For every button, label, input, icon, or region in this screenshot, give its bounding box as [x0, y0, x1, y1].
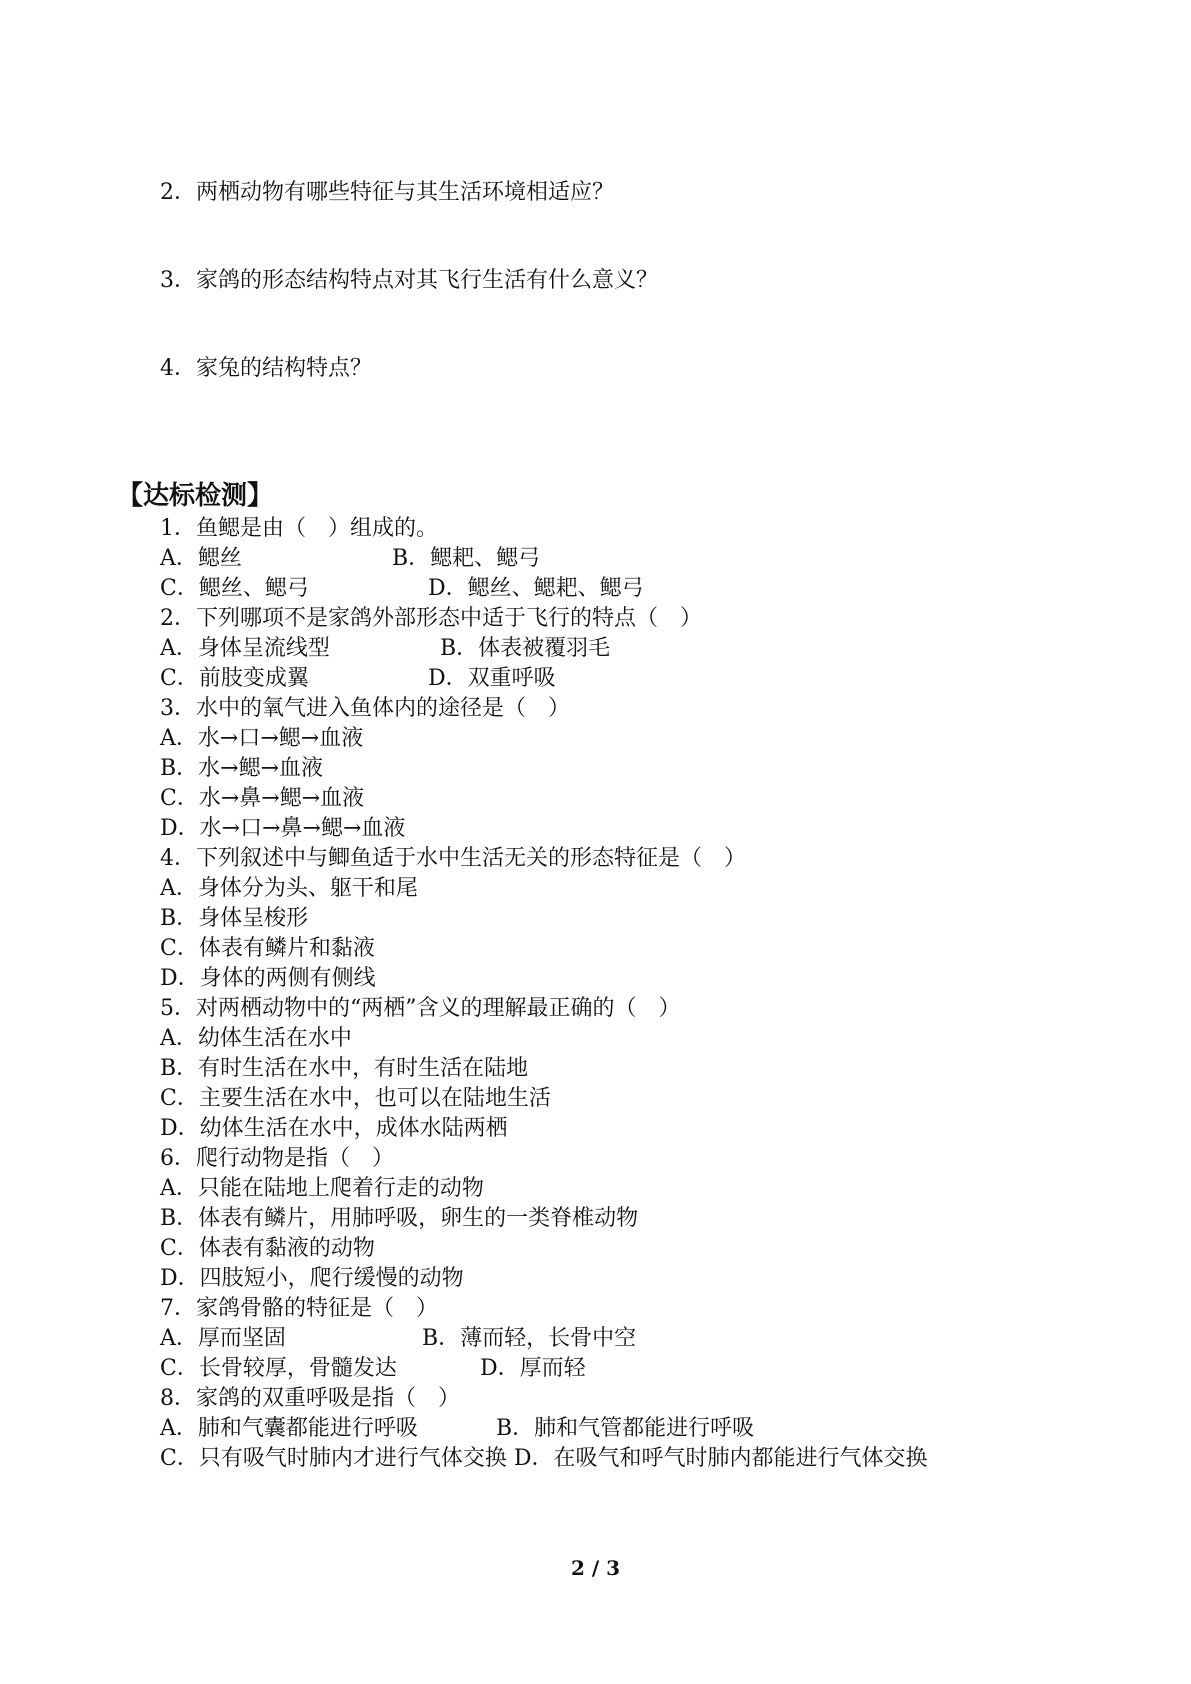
question-2-stem: 2．下列哪项不是家鸽外部形态中适于飞行的特点（ ） [160, 606, 702, 631]
question-4-option-a: A．身体分为头、躯干和尾 [160, 876, 418, 901]
question-2-option-a: A．身体呈流线型 [160, 636, 330, 661]
question-1-option-b: B．鳃耙、鳃弓 [392, 546, 541, 571]
section-title: 【达标检测】 [117, 481, 274, 511]
open-question-2: 2．两栖动物有哪些特征与其生活环境相适应？ [160, 180, 614, 205]
question-8-option-a: A．肺和气囊都能进行呼吸 [160, 1416, 418, 1441]
question-8-options-cd: C．只有吸气时肺内才进行气体交换 D．在吸气和呼气时肺内都能进行气体交换 [160, 1446, 928, 1471]
question-3-option-d: D．水→口→鼻→鳃→血液 [160, 816, 406, 841]
question-1-stem: 1．鱼鳃是由（ ）组成的。 [160, 516, 438, 541]
question-7-option-d: D．厚而轻 [480, 1356, 586, 1381]
question-6-option-d: D．四肢短小，爬行缓慢的动物 [160, 1266, 464, 1291]
question-7-option-c: C．长骨较厚，骨髓发达 [160, 1356, 397, 1381]
question-5-option-b: B．有时生活在水中，有时生活在陆地 [160, 1056, 529, 1081]
open-question-4: 4．家兔的结构特点？ [160, 356, 372, 381]
question-5-option-d: D．幼体生活在水中，成体水陆两栖 [160, 1116, 508, 1141]
question-4-stem: 4．下列叙述中与鲫鱼适于水中生活无关的形态特征是（ ） [160, 846, 746, 871]
question-4-option-c: C．体表有鳞片和黏液 [160, 936, 375, 961]
question-7-option-a: A．厚而坚固 [160, 1326, 286, 1351]
question-6-option-b: B．体表有鳞片，用肺呼吸，卵生的一类脊椎动物 [160, 1206, 639, 1231]
question-6-option-a: A．只能在陆地上爬着行走的动物 [160, 1176, 484, 1201]
question-5-option-a: A．幼体生活在水中 [160, 1026, 352, 1051]
open-question-3: 3．家鸽的形态结构特点对其飞行生活有什么意义？ [160, 268, 658, 293]
question-1-option-c: C．鳃丝、鳃弓 [160, 576, 309, 601]
question-5-option-c: C．主要生活在水中，也可以在陆地生活 [160, 1086, 551, 1111]
question-3-option-b: B．水→鳃→血液 [160, 756, 324, 781]
question-6-stem: 6．爬行动物是指（ ） [160, 1146, 394, 1171]
question-3-option-a: A．水→口→鳃→血液 [160, 726, 364, 751]
question-2-option-c: C．前肢变成翼 [160, 666, 309, 691]
question-4-option-d: D．身体的两侧有侧线 [160, 966, 376, 991]
page-number: 2 / 3 [570, 1556, 621, 1580]
question-5-stem: 5．对两栖动物中的“两栖”含义的理解最正确的（ ） [160, 996, 681, 1021]
question-8-stem: 8．家鸽的双重呼吸是指（ ） [160, 1386, 460, 1411]
question-2-option-b: B．体表被覆羽毛 [440, 636, 611, 661]
question-6-option-c: C．体表有黏液的动物 [160, 1236, 375, 1261]
question-2-option-d: D．双重呼吸 [428, 666, 556, 691]
question-7-option-b: B．薄而轻，长骨中空 [422, 1326, 637, 1351]
question-7-stem: 7．家鸽骨骼的特征是（ ） [160, 1296, 438, 1321]
question-1-option-a: A．鳃丝 [160, 546, 242, 571]
question-3-option-c: C．水→鼻→鳃→血液 [160, 786, 365, 811]
question-8-option-b: B．肺和气管都能进行呼吸 [496, 1416, 755, 1441]
question-1-option-d: D．鳃丝、鳃耙、鳃弓 [428, 576, 644, 601]
question-3-stem: 3．水中的氧气进入鱼体内的途径是（ ） [160, 696, 570, 721]
question-4-option-b: B．身体呈梭形 [160, 906, 309, 931]
